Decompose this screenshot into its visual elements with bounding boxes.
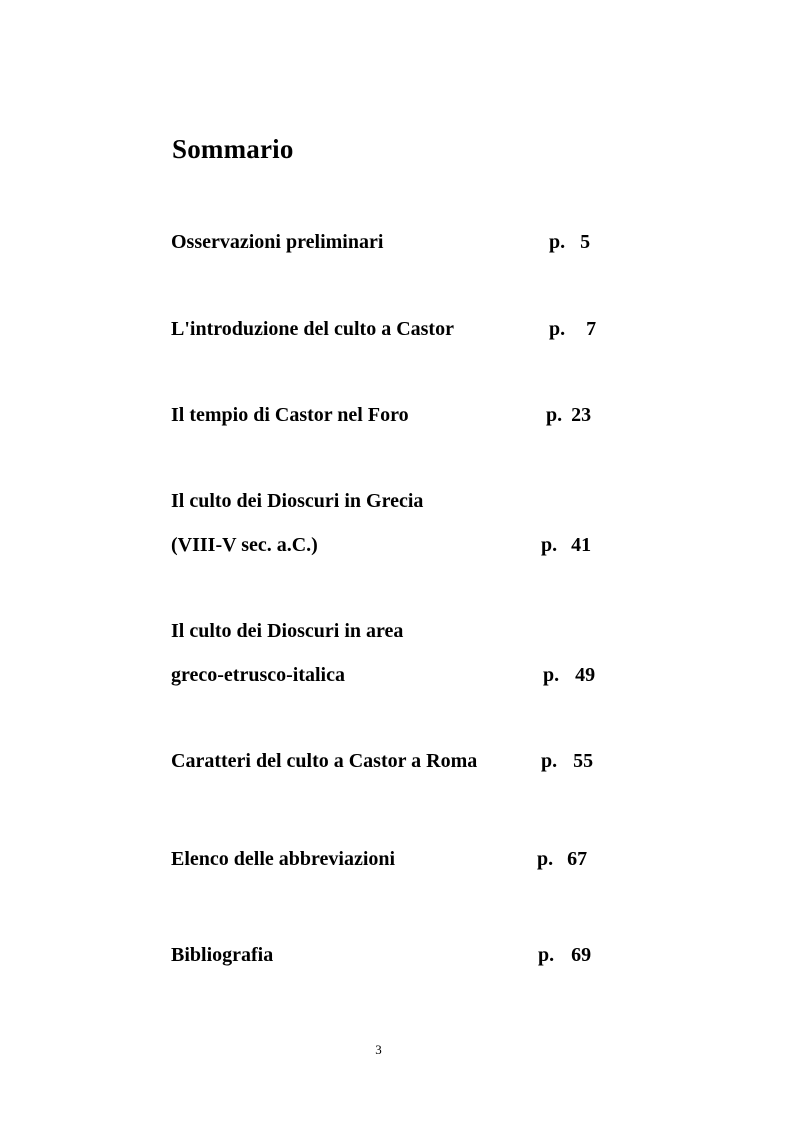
toc-entry-title: Caratteri del culto a Castor a Roma bbox=[171, 750, 478, 772]
page-title: Sommario bbox=[172, 134, 294, 164]
toc-entry-page bbox=[546, 404, 591, 427]
toc-entry-title: Il tempio di Castor nel Foro bbox=[171, 404, 409, 426]
footer-page-number: 3 bbox=[375, 1042, 382, 1057]
page-label: p. bbox=[549, 231, 566, 253]
page-label: p. bbox=[541, 534, 558, 556]
page-label: p. bbox=[538, 944, 555, 966]
page-number: 7 bbox=[586, 318, 597, 340]
page-number: 49 bbox=[575, 664, 596, 686]
page-label: p. bbox=[543, 664, 560, 686]
page-number: 23 bbox=[571, 404, 592, 426]
toc-entry-page bbox=[541, 750, 593, 773]
toc-entry-title: Bibliografia bbox=[171, 944, 274, 966]
toc-entry-title: Osservazioni preliminari bbox=[171, 231, 384, 253]
toc-entry-page bbox=[537, 848, 587, 871]
page-label: p. bbox=[549, 318, 566, 340]
toc-entry-title-continued: (VIII-V sec. a.C.) bbox=[171, 534, 318, 556]
page-number: 69 bbox=[571, 944, 592, 966]
page-label: p. bbox=[541, 750, 558, 772]
page-number: 5 bbox=[580, 231, 591, 253]
toc-entry-page bbox=[543, 664, 595, 687]
toc-entry-title-continued: greco-etrusco-italica bbox=[171, 664, 345, 686]
toc-entry-page bbox=[549, 318, 596, 341]
toc-entry-page bbox=[549, 231, 590, 254]
page-number: 55 bbox=[573, 750, 594, 772]
toc-entry-page bbox=[538, 944, 591, 967]
page-label: p. bbox=[546, 404, 563, 426]
toc-entry-page bbox=[541, 534, 591, 557]
page-label: p. bbox=[537, 848, 554, 870]
toc-entry-title: Il culto dei Dioscuri in area bbox=[171, 620, 404, 642]
page-number: 67 bbox=[567, 848, 588, 870]
toc-entry-title: L'introduzione del culto a Castor bbox=[171, 318, 454, 340]
page-number: 41 bbox=[571, 534, 592, 556]
toc-entry-title: Il culto dei Dioscuri in Grecia bbox=[171, 490, 424, 512]
toc-entry-title: Elenco delle abbreviazioni bbox=[171, 848, 396, 870]
